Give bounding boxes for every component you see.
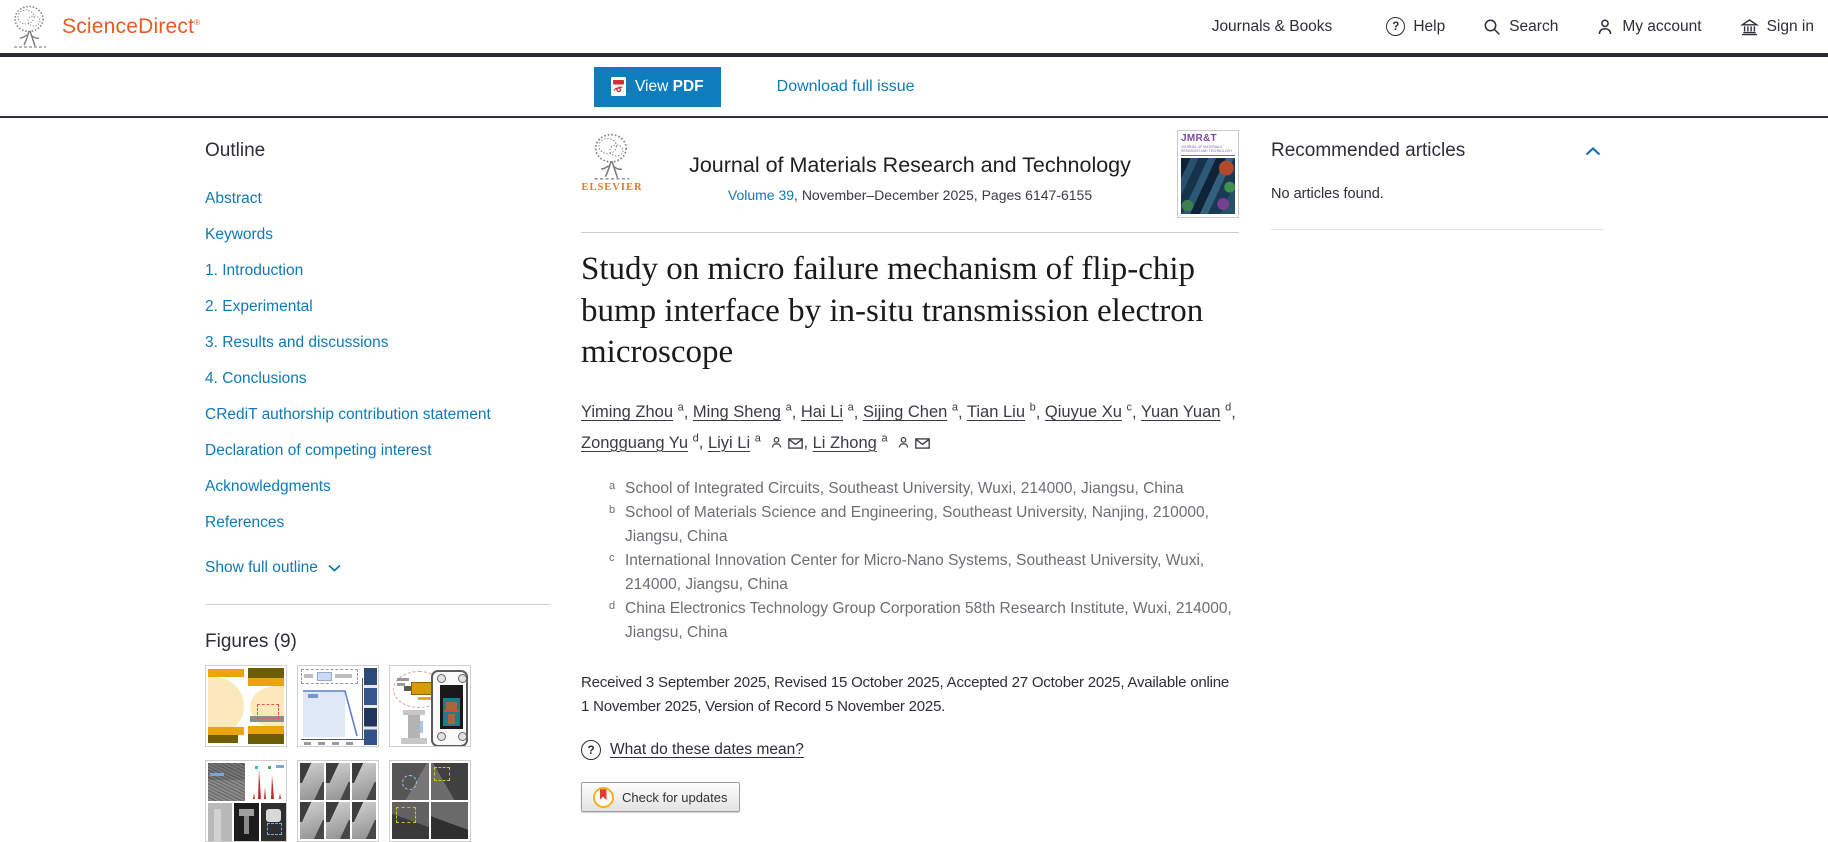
chevron-up-icon xyxy=(1585,147,1601,156)
elsevier-logo[interactable] xyxy=(581,133,643,193)
help-icon: ? xyxy=(1386,17,1405,36)
outline-item[interactable]: 3. Results and discussions xyxy=(205,334,389,351)
envelope-icon xyxy=(915,438,930,449)
figure-thumbnail-4[interactable] xyxy=(205,760,287,842)
outline-item[interactable]: Abstract xyxy=(205,190,262,207)
brand xyxy=(10,5,200,49)
sciencedirect-logo[interactable]: ScienceDirect® xyxy=(62,14,201,38)
affiliation: a School of Integrated Circuits, Southeast University, Wuxi, 214000, Jiangsu, China xyxy=(609,479,1184,497)
nav-search[interactable]: Search xyxy=(1483,18,1558,36)
show-full-outline-link[interactable]: Show full outline xyxy=(205,559,341,577)
question-icon: ? xyxy=(581,740,601,760)
crossmark-icon xyxy=(593,787,614,808)
search-icon xyxy=(1483,18,1501,36)
nav-journals-books[interactable]: Journals & Books xyxy=(1211,17,1333,35)
view-pdf-button[interactable]: View PDF xyxy=(594,67,721,107)
author-link[interactable]: Yiming Zhou $^a$ xyxy=(581,401,684,422)
recommended-divider xyxy=(1271,229,1603,230)
nav-my-account[interactable]: My account xyxy=(1596,18,1701,36)
figure-thumbnail-2[interactable] xyxy=(297,665,379,747)
nav-help[interactable]: ? Help xyxy=(1386,17,1445,36)
collapse-recommended-button[interactable] xyxy=(1583,145,1603,158)
chevron-down-icon xyxy=(328,564,341,572)
outline-item[interactable]: Declaration of competing interest xyxy=(205,442,432,459)
envelope-icon xyxy=(788,438,803,449)
journal-title-link[interactable]: Journal of Materials Research and Technology xyxy=(689,153,1131,177)
sidebar-divider xyxy=(205,604,550,605)
article-title: Study on micro failure mechanism of flip-chip bump interface by in-situ transmission electron microscope xyxy=(581,251,1204,371)
outline-item[interactable]: 4. Conclusions xyxy=(205,370,307,387)
banner-divider xyxy=(581,232,1239,233)
outline-heading: Outline xyxy=(205,140,266,161)
journal-cover-title: JMR&T xyxy=(1181,133,1217,144)
figure-art-bump-schematic xyxy=(206,666,286,746)
recommended-articles-heading: Recommended articles xyxy=(1271,140,1466,161)
elsevier-tree-logo xyxy=(10,5,50,49)
action-bar xyxy=(0,57,1828,118)
person-icon xyxy=(897,436,910,449)
affiliation: c International Innovation Center for Micro-Nano Systems, Southeast University, Wuxi, 214000, Jiangsu, China xyxy=(609,552,1205,593)
figure-art-pressure-chart xyxy=(298,666,378,746)
figure-thumbnail-5[interactable] xyxy=(297,760,379,842)
outline-item[interactable]: Keywords xyxy=(205,226,274,243)
journal-meta xyxy=(659,131,1161,203)
journal-cover-thumbnail[interactable] xyxy=(1177,130,1239,218)
journal-banner xyxy=(581,131,1239,223)
author-list: Yiming Zhou $^a$, Ming Sheng $^a$, Hai Li $^a$, Sijing Chen $^a$, Tian Liu $^b$, Qiuyue Xu $^c$, Yuan Yuan $^d$, Zongguang Yu $^d$, Liyi Li $^a$ , Li Zhong $^a$ xyxy=(581,401,1236,452)
figures-grid xyxy=(205,665,550,842)
figure-thumbnail-6[interactable] xyxy=(389,760,471,842)
article-dates: Received 3 September 2025, Revised 15 October 2025, Accepted 27 October 2025, Available online 1 November 2025, Version of Record 5 November 2025. xyxy=(581,674,1230,716)
top-navigation xyxy=(1212,17,1814,36)
elsevier-wordmark: ELSEVIER xyxy=(581,182,643,193)
outline-item[interactable]: 1. Introduction xyxy=(205,262,304,279)
no-articles-text: No articles found. xyxy=(1271,186,1384,202)
outline-list xyxy=(205,190,550,533)
person-icon xyxy=(770,436,783,449)
author-link[interactable]: Tian Liu $^b$ xyxy=(966,401,1036,422)
check-for-updates-button[interactable]: Check for updates xyxy=(581,782,740,812)
figure-art-sem-pillars xyxy=(298,761,378,841)
author-link[interactable]: Sijing Chen $^a$ xyxy=(862,401,959,422)
site-header xyxy=(0,0,1828,53)
institution-icon xyxy=(1740,18,1759,36)
figure-art-tem-interface xyxy=(390,761,470,841)
author-link[interactable]: Li Zhong $^a$ xyxy=(813,434,931,452)
outline-item[interactable]: CRediT authorship contribution statement xyxy=(205,406,491,423)
figure-thumbnail-1[interactable] xyxy=(205,665,287,747)
recommended-sidebar xyxy=(1271,140,1603,230)
nav-sign-in[interactable]: Sign in xyxy=(1740,18,1814,36)
journal-cover-subtitle: JOURNAL OF MATERIALS RESEARCH AND TECHNOLOGY xyxy=(1181,145,1235,156)
author-link[interactable]: Qiuyue Xu $^c$ xyxy=(1044,401,1133,422)
outline-sidebar xyxy=(205,140,550,842)
author-link[interactable]: Zongguang Yu $^d$ xyxy=(581,432,699,452)
affiliation-list xyxy=(609,477,1239,645)
affiliation: b School of Materials Science and Engineering, Southeast University, Nanjing, 210000, Jiangsu, China xyxy=(609,504,1209,545)
journal-issue-info: Volume 39, November–December 2025, Pages 6147-6155 xyxy=(727,187,1093,203)
figure-art-tem-holder xyxy=(390,666,470,746)
outline-item[interactable]: Acknowledgments xyxy=(205,478,331,495)
figures-heading: Figures (9) xyxy=(205,631,297,652)
volume-link[interactable]: Volume 39 xyxy=(727,187,795,203)
author-link[interactable]: Liyi Li $^a$ xyxy=(708,434,804,452)
article-main xyxy=(581,131,1239,813)
affiliation: d China Electronics Technology Group Corporation 58th Research Institute, Wuxi, 214000, Jiangsu, China xyxy=(609,600,1232,641)
figure-art-sem-eds xyxy=(206,761,286,841)
author-link[interactable]: Hai Li $^a$ xyxy=(800,401,854,422)
outline-item[interactable]: References xyxy=(205,514,285,531)
figure-thumbnail-3[interactable] xyxy=(389,665,471,747)
author-link[interactable]: Yuan Yuan $^d$ xyxy=(1140,401,1232,422)
outline-item[interactable]: 2. Experimental xyxy=(205,298,313,315)
dates-info-link[interactable]: ? What do these dates mean? xyxy=(581,740,804,760)
person-icon xyxy=(1596,18,1614,36)
download-full-issue-link[interactable]: Download full issue xyxy=(776,77,915,95)
journal-cover-art xyxy=(1181,158,1235,214)
author-link[interactable]: Ming Sheng $^a$ xyxy=(692,401,792,422)
pdf-icon xyxy=(611,77,626,96)
